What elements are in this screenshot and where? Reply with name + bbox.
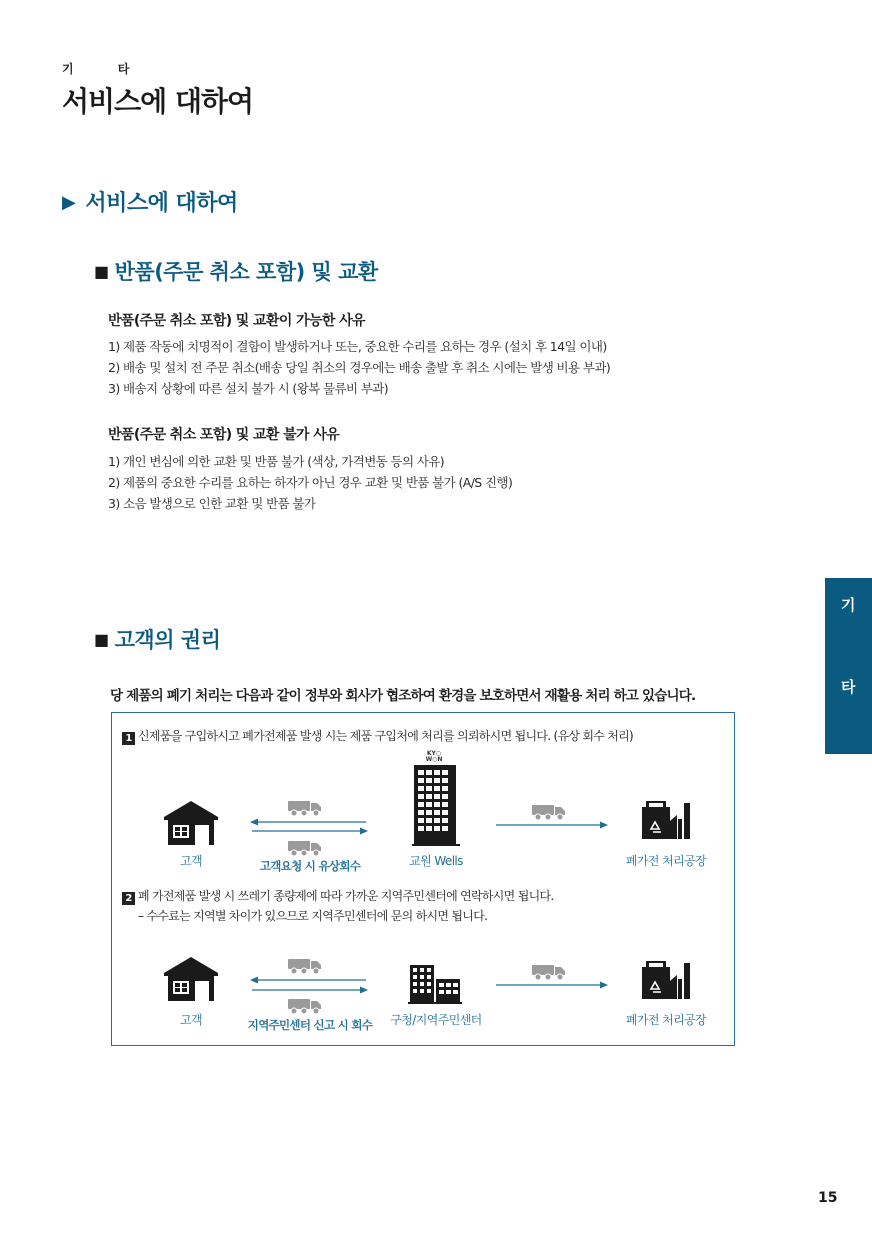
factory-recycle-icon [640,799,692,839]
step2-edge-label: 지역주민센터 신고 시 회수 [247,1018,373,1032]
step1-factory-label: 폐가전 처리공장 [625,854,707,868]
step2-desc: 폐 가전제품 발생 시 쓰레기 종량제에 따라 가까운 지역주민센터에 연락하시면 됩니다. [138,889,554,903]
truck-icon [532,963,566,981]
possible-reasons-list [108,336,610,399]
page-number: 15 [818,1190,838,1206]
triangle-bullet-icon: ▶ [62,192,76,213]
house-icon [162,799,220,845]
arrow-right-icon [494,980,608,990]
section-title-text: 서비스에 대하여 [85,191,238,216]
truck-icon [532,803,566,821]
step2-center-label: 구청/지역주민센터 [390,1013,482,1027]
step1-desc: 신제품을 구입하시고 폐가전제품 발생 시는 제품 구입처에 처리를 의뢰하시면 됩니다. (유상 회수 처리) [138,729,634,743]
rights-title [94,624,220,654]
truck-icon [288,799,322,817]
disposal-notice: 당 제품의 폐기 처리는 다음과 같이 정부와 회사가 협조하여 환경을 보호하면서 재활용 처리 하고 있습니다. [110,688,696,704]
step1-badge: 1 [122,732,135,745]
office-building-icon [408,965,464,1005]
step1-text [122,727,633,745]
impossible-reasons-list [108,451,512,514]
logo-line: KY○ [426,750,442,757]
side-chapter-tab [825,578,872,754]
building-icon [412,765,460,847]
truck-icon [288,957,322,975]
chapter-label: 기 타 [62,62,150,76]
arrow-right-icon [250,826,368,836]
square-bullet-icon: ■ [94,630,109,649]
side-tab-char: 기 [841,596,856,614]
truck-icon [288,997,322,1015]
factory-recycle-icon [640,959,692,999]
step2-text [122,887,553,905]
step1-edge-label: 고객요청 시 유상회수 [259,859,361,873]
page-title: 서비스에 대하여 [62,85,254,118]
arrow-right-icon [494,820,608,830]
list-item: 3) 소음 발생으로 인한 교환 및 반품 불가 [108,496,316,511]
list-item: 2) 배송 및 설치 전 주문 취소(배송 당일 취소의 경우에는 배송 출발 후 취소 시에는 발생 비용 부과) [108,360,611,375]
returns-title [94,256,378,286]
step2-subtext: – 수수료는 지역별 차이가 있으므로 지역주민센터에 문의 하시면 됩니다. [138,909,488,923]
side-tab-char: 타 [841,678,856,696]
truck-icon [288,839,322,857]
logo-line: W○N [425,756,443,763]
rights-title-text: 고객의 권리 [114,628,221,652]
step1-center-label: 교원 Wells [409,854,463,868]
step1-customer-label: 고객 [180,854,202,868]
list-item: 2) 제품의 중요한 수리를 요하는 하자가 아닌 경우 교환 및 반품 불가 (A/S 진행) [108,475,513,490]
list-item: 1) 제품 작동에 치명적이 결함이 발생하거나 또는, 중요한 수리를 요하는 경우 (설치 후 14일 이내) [108,339,607,354]
returns-title-text: 반품(주문 취소 포함) 및 교환 [114,260,378,284]
disposal-diagram [111,712,735,1046]
step2-customer-label: 고객 [180,1013,202,1027]
arrow-right-icon [250,985,368,995]
kyowon-logo [412,751,456,763]
list-item: 1) 개인 변심에 의한 교환 및 반품 불가 (색상, 가격변동 등의 사유) [108,454,445,469]
impossible-reasons-title: 반품(주문 취소 포함) 및 교환 불가 사유 [108,427,340,443]
arrow-left-icon [250,975,368,985]
step2-badge: 2 [122,892,135,905]
section-title [62,186,238,217]
square-bullet-icon: ■ [94,262,109,281]
possible-reasons-title: 반품(주문 취소 포함) 및 교환이 가능한 사유 [108,313,365,329]
list-item: 3) 배송지 상황에 따른 설치 불가 시 (왕복 물류비 부과) [108,381,389,396]
house-icon [162,955,220,1001]
step2-factory-label: 폐가전 처리공장 [625,1013,707,1027]
